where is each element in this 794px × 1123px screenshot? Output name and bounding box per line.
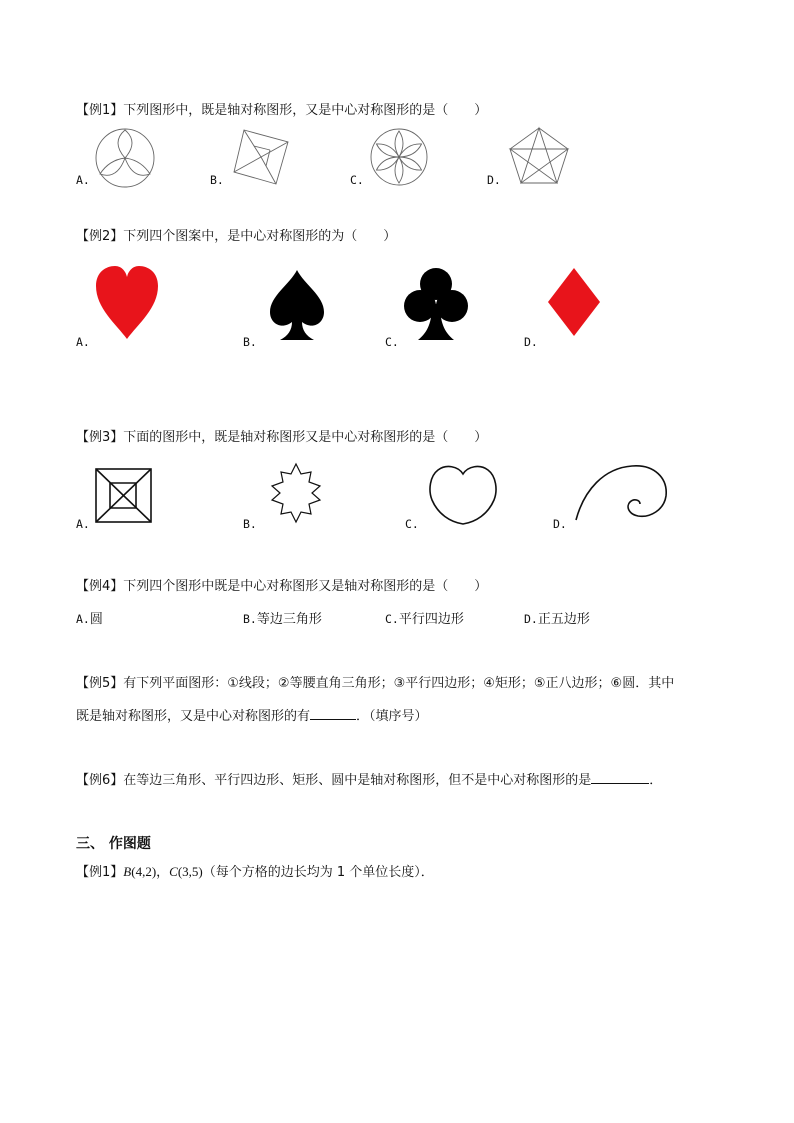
ex4-option-d: D.正五边形: [524, 612, 590, 627]
ex5-line2: 既是轴对称图形，又是中心对称图形的有 ．（填序号）: [76, 709, 428, 724]
spade-icon: [268, 268, 326, 342]
ex1-question: 【例1】下列图形中，既是轴对称图形，又是中心对称图形的是（ ）: [76, 103, 488, 118]
three-petal-circle-icon: [95, 128, 155, 188]
ex1-option-a: A.: [76, 173, 90, 187]
spiral-icon: [574, 462, 670, 522]
pinwheel-square-icon: [95, 468, 153, 524]
ex5-line1: 【例5】有下列平面图形：①线段；②等腰直角三角形；③平行四边形；④矩形；⑤正八边形；⑥圆．其中: [76, 676, 675, 691]
ex6-answer-blank[interactable]: [591, 771, 649, 784]
section3-title: 三、 作图题: [76, 836, 151, 852]
ex3-option-c: C.: [405, 517, 419, 531]
ex5-answer-blank[interactable]: [310, 707, 356, 720]
ex2-question: 【例2】下列四个图案中，是中心对称图形的为（ ）: [76, 229, 397, 244]
club-icon: [404, 266, 468, 342]
ex1-option-b: B.: [210, 173, 224, 187]
ex3-question: 【例3】下面的图形中，既是轴对称图形又是中心对称图形的是（ ）: [76, 430, 488, 445]
pentagram-pentagon-icon: [508, 126, 570, 186]
ex2-option-c: C.: [385, 335, 399, 349]
rotated-square-icon: [232, 128, 290, 186]
koch-snowflake-icon: [264, 462, 328, 524]
ex3-option-a: A.: [76, 517, 90, 531]
ex4-option-b: B.等边三角形: [243, 612, 322, 627]
ex3-option-d: D.: [553, 517, 567, 531]
ex1-option-d: D.: [487, 173, 501, 187]
ex1-option-c: C.: [350, 173, 364, 187]
heart-icon: [94, 264, 160, 340]
ex2-option-b: B.: [243, 335, 257, 349]
ex4-option-c: C.平行四边形: [385, 612, 464, 627]
six-petal-flower-icon: [370, 128, 428, 186]
section3-ex1: 【例1】B(4,2)，C(3,5)（每个方格的边长均为 1 个单位长度）．: [76, 864, 434, 880]
heart-curve-icon: [428, 464, 498, 526]
ex6-question: 【例6】在等边三角形、平行四边形、矩形、圆中是轴对称图形，但不是中心对称图形的是 ．: [76, 773, 663, 788]
ex2-option-d: D.: [524, 335, 538, 349]
ex4-option-a: A.圆: [76, 612, 103, 627]
ex4-question: 【例4】下列四个图形中既是中心对称图形又是轴对称图形的是（ ）: [76, 579, 488, 594]
diamond-icon: [546, 266, 602, 338]
ex2-option-a: A.: [76, 335, 90, 349]
ex3-option-b: B.: [243, 517, 257, 531]
